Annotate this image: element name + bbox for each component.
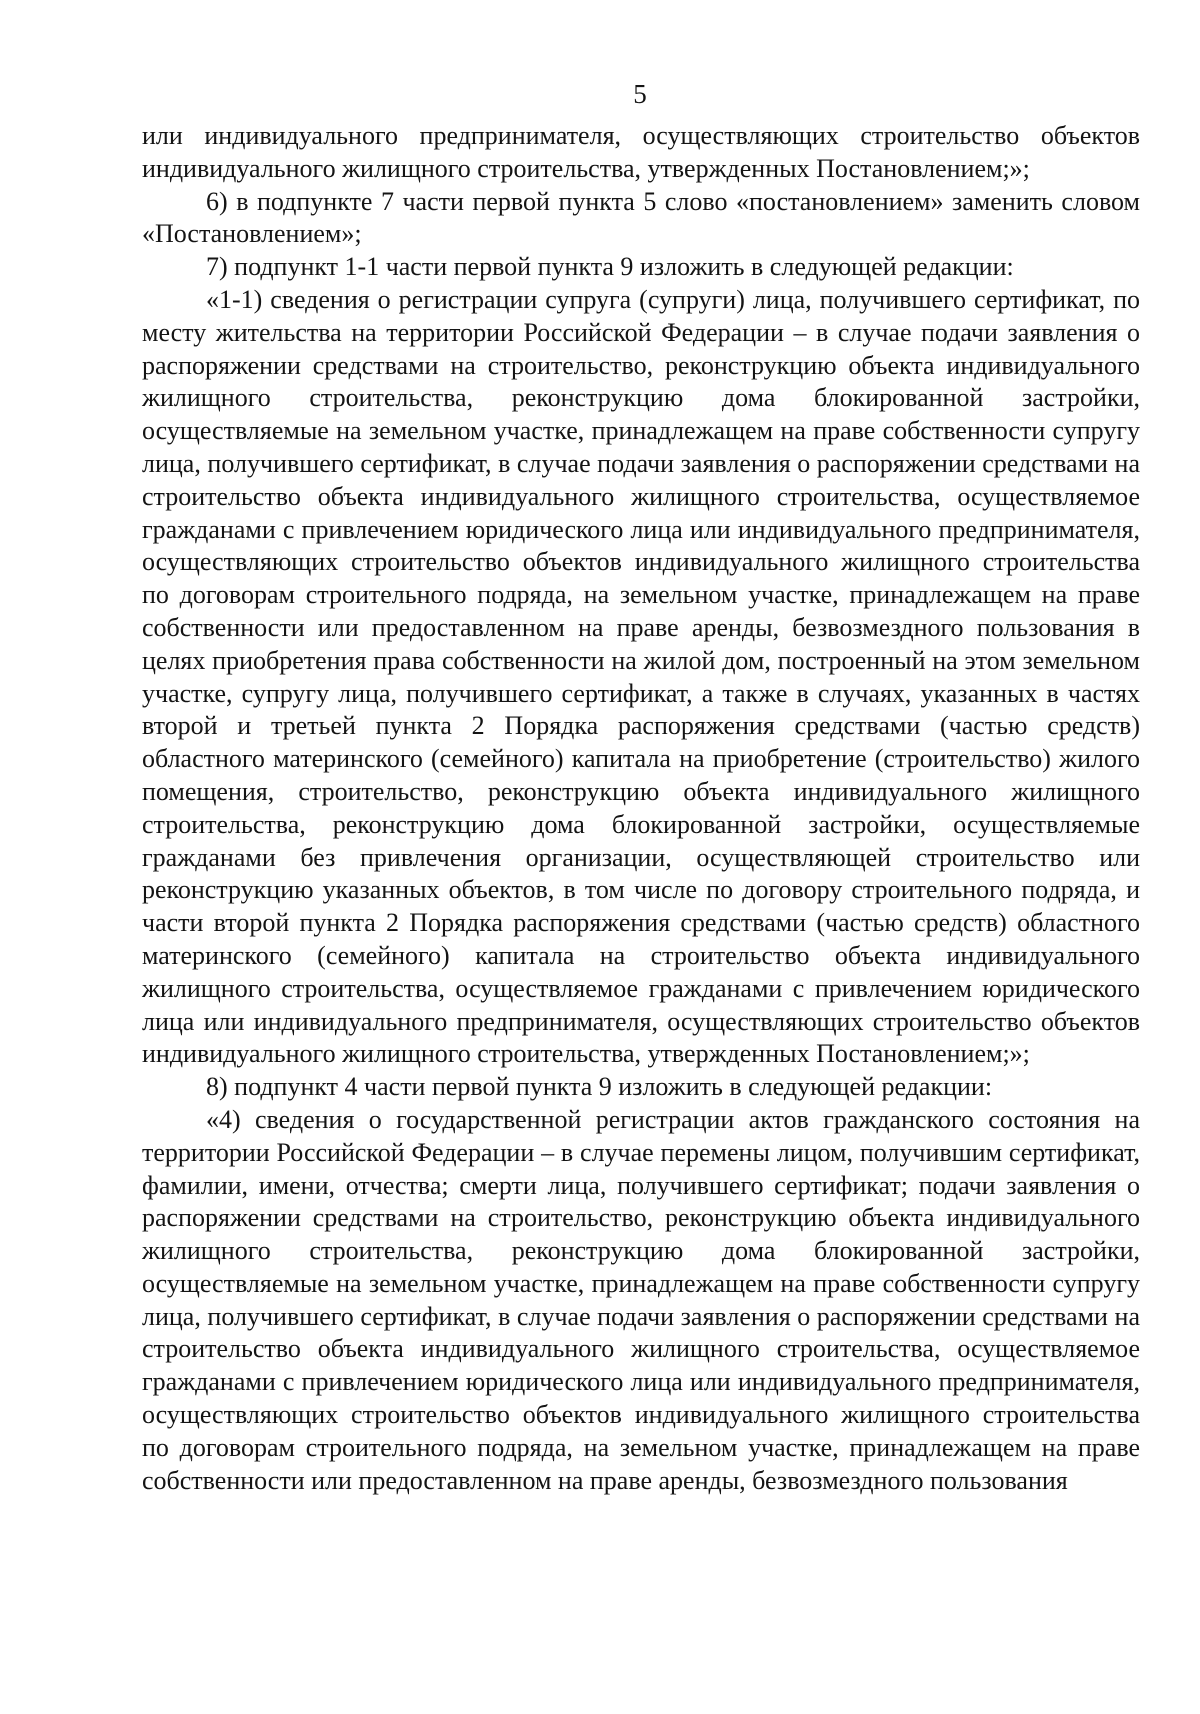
paragraph-item-8: 8) подпункт 4 части первой пункта 9 изложить в следующей редакции:	[206, 1072, 993, 1102]
document-body	[142, 120, 1140, 1497]
paragraph-subitem-4: «4) сведения о государственной регистрации актов гражданского состояния на территории Российской Федерации – в случае перемены лицом, получившим сертификат, фамилии, имени, отчества; смерти лица, получившего сертификат; подачи заявления о распоряжении средствами на строительство, реконструкцию объекта индивидуального жилищного строительства, реконструкцию дома блокированной застройки, осуществляемые на земельном участке, принадлежащем на праве собственности супругу лица, получившего сертификат, в случае подачи заявления о распоряжении средствами на строительство объекта индивидуального жилищного строительства, осуществляемое гражданами с привлечением юридического лица или индивидуального предпринимателя, осуществляющих строительство объектов индивидуального жилищного строительства по договорам строительного подряда, на земельном участке, принадлежащем на праве собственности или предоставленном на праве аренды, безвозмездного пользования	[142, 1104, 1140, 1495]
paragraph-item-7: 7) подпункт 1-1 части первой пункта 9 изложить в следующей редакции:	[206, 252, 1014, 282]
paragraph-continuation: или индивидуального предпринимателя, осуществляющих строительство объектов индивидуального жилищного строительства, утвержденных Постановлением;»;	[142, 121, 1140, 183]
page-number: 5	[633, 79, 647, 109]
paragraph-subitem-1-1: «1-1) сведения о регистрации супруга (супруги) лица, получившего сертификат, по месту жительства на территории Российской Федерации – в случае подачи заявления о распоряжении средствами на строительство, реконструкцию объекта индивидуального жилищного строительства, реконструкцию дома блокированной застройки, осуществляемые на земельном участке, принадлежащем на праве собственности супругу лица, получившего сертификат, в случае подачи заявления о распоряжении средствами на строительство объекта индивидуального жилищного строительства, осуществляемое гражданами с привлечением юридического лица или индивидуального предпринимателя, осуществляющих строительство объектов индивидуального жилищного строительства по договорам строительного подряда, на земельном участке, принадлежащем на праве собственности или предоставленном на праве аренды, безвозмездного пользования в целях приобретения права собственности на жилой дом, построенный на этом земельном участке, супругу лица, получившего сертификат, а также в случаях, указанных в частях второй и третьей пункта 2 Порядка распоряжения средствами (частью средств) областного материнского (семейного) капитала на приобретение (строительство) жилого помещения, строительство, реконструкцию объекта индивидуального жилищного строительства, реконструкцию дома блокированной застройки, осуществляемые гражданами без привлечения организации, осуществляющей строительство или реконструкцию указанных объектов, в том числе по договору строительного подряда, и части второй пункта 2 Порядка распоряжения средствами (частью средств) областного материнского (семейного) капитала на строительство объекта индивидуального жилищного строительства, осуществляемое гражданами с привлечением юридического лица или индивидуального предпринимателя, осуществляющих строительство объектов индивидуального жилищного строительства, утвержденных Постановлением;»;	[142, 284, 1140, 1069]
paragraph-item-6: 6) в подпункте 7 части первой пункта 5 слово «постановлением» заменить словом «Постановлением»;	[142, 186, 1140, 249]
